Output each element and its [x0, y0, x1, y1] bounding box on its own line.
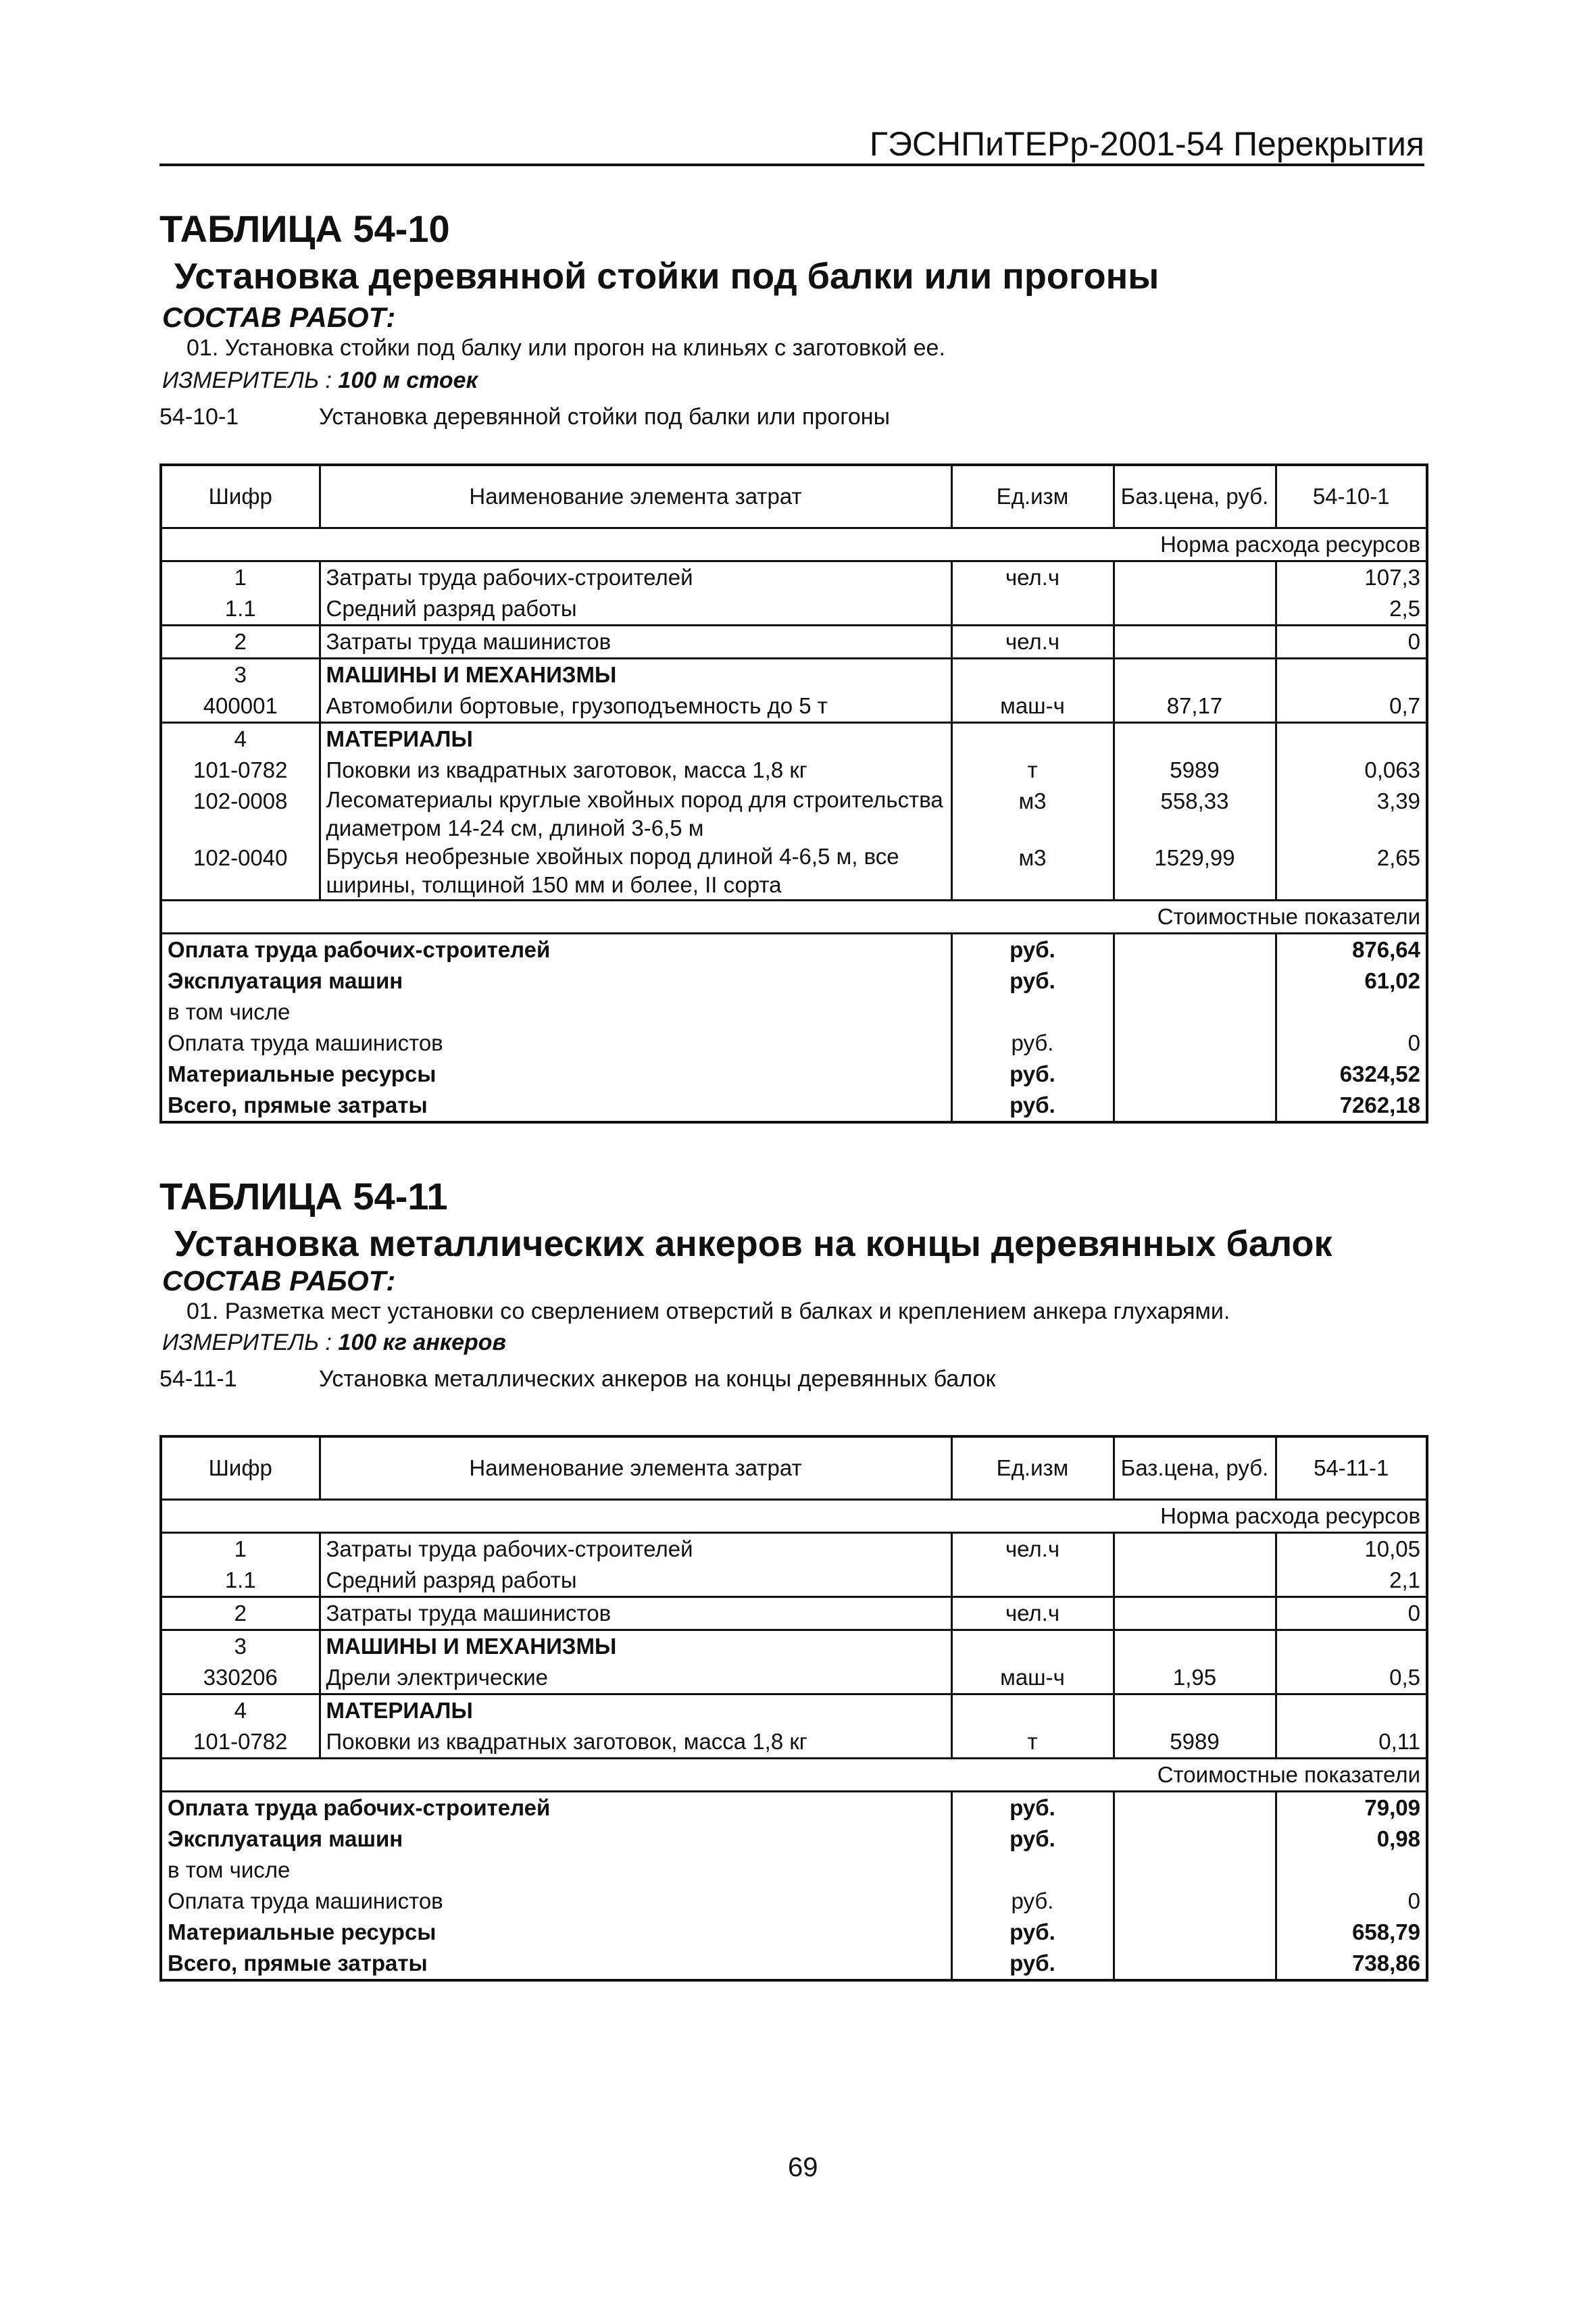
row-code: 1.1 [224, 596, 256, 621]
row-name: МАТЕРИАЛЫ [320, 1694, 951, 1727]
cost-row-unit: руб. [951, 1948, 1114, 1980]
cost-row-unit: руб. [951, 1917, 1114, 1948]
norma-row [161, 1500, 1427, 1533]
table-title: ТАБЛИЦА 54-10 [159, 207, 450, 250]
row-price [1114, 1533, 1276, 1565]
row-name: Средний разряд работы [320, 1565, 951, 1597]
row-price [1114, 1694, 1276, 1727]
norma-label: Норма расхода ресурсов [1160, 1503, 1420, 1528]
row-unit: чел.ч [951, 561, 1114, 594]
row-unit [951, 1565, 1114, 1597]
cost-row-unit: руб. [951, 965, 1114, 997]
table-row [161, 593, 1427, 626]
cost-row-label: Эксплуатация машин [168, 968, 403, 993]
row-name: Брусья необрезные хвойных пород длиной 4-6,5 м, все ширины, толщиной 150 мм и более, II сорта [320, 842, 951, 901]
row-value: 2,5 [1276, 593, 1427, 626]
cost-row-unit: руб. [951, 934, 1114, 966]
cost-row-value: 0,98 [1276, 1823, 1427, 1855]
cost-row-unit: руб. [951, 1090, 1114, 1122]
table-row [161, 842, 1427, 901]
row-value [1276, 1694, 1427, 1727]
row-code: 1 [161, 561, 320, 594]
table-row [161, 1726, 1427, 1759]
row-value [1276, 659, 1427, 691]
norma-row [161, 528, 1427, 561]
sostav-label: СОСТАВ РАБОТ: [162, 301, 396, 333]
cost-row [161, 1855, 1427, 1886]
row-price [1114, 626, 1276, 659]
table-row [161, 786, 1427, 842]
cost-row [161, 1792, 1427, 1824]
header-code: 54-11-1 [1276, 1436, 1427, 1500]
row-code: 3 [161, 1630, 320, 1663]
row-price [1114, 1597, 1276, 1630]
header-price: Баз.цена, руб. [1114, 465, 1276, 528]
cost-row-value: 0 [1276, 1886, 1427, 1917]
running-header-text: ГЭСНПиТЕРр-2001-54 Перекрытия [869, 125, 1424, 163]
row-name: Затраты труда машинистов [320, 1597, 951, 1630]
row-value: 0 [1276, 1597, 1427, 1630]
cost-row-value: 7262,18 [1276, 1090, 1427, 1122]
row-price [1114, 723, 1276, 755]
page-number: 69 [788, 2153, 818, 2182]
row-price [1114, 593, 1276, 626]
cost-row-label: в том числе [168, 999, 291, 1024]
row-value: 2,1 [1276, 1565, 1427, 1597]
row-code: 102-0008 [193, 788, 288, 813]
work-description: 01. Разметка мест установки со сверлением отверстий в балках и креплением анкера глухарями. [186, 1299, 1230, 1324]
code-description: Установка деревянной стойки под балки или прогоны [319, 404, 891, 430]
row-value: 2,65 [1276, 842, 1427, 901]
row-name: Дрели электрические [320, 1662, 951, 1694]
cost-row [161, 1886, 1427, 1917]
measure-label: ИЗМЕРИТЕЛЬ : [162, 368, 332, 393]
row-unit: чел.ч [951, 1533, 1114, 1565]
row-value: 0,5 [1276, 1662, 1427, 1694]
header-code: 54-10-1 [1276, 465, 1427, 528]
row-unit [951, 723, 1114, 755]
table-row [161, 1565, 1427, 1597]
row-code: 400001 [203, 693, 278, 718]
row-unit: чел.ч [951, 626, 1114, 659]
row-unit [951, 1694, 1114, 1727]
cost-row [161, 997, 1427, 1028]
row-price [1114, 1565, 1276, 1597]
row-code: 4 [161, 1694, 320, 1727]
row-value: 10,05 [1276, 1533, 1427, 1565]
row-price: 5989 [1114, 755, 1276, 786]
table-header-row [161, 465, 1427, 528]
cost-row-value: 0 [1276, 1028, 1427, 1059]
table-row [161, 626, 1427, 659]
row-code: 330206 [203, 1665, 278, 1690]
row-value: 0,11 [1276, 1726, 1427, 1759]
cost-row-label: Оплата труда рабочих-строителей [161, 934, 951, 966]
cost-row-value [1276, 1855, 1427, 1886]
measure-value: 100 м стоек [338, 368, 478, 393]
cost-row-label: Материальные ресурсы [168, 1919, 437, 1944]
cost-row [161, 934, 1427, 966]
cost-row [161, 1090, 1427, 1122]
header-unit: Ед.изм [951, 1436, 1114, 1500]
row-code: 3 [161, 659, 320, 691]
cost-row-value: 658,79 [1276, 1917, 1427, 1948]
table-row [161, 1597, 1427, 1630]
cost-row [161, 1917, 1427, 1948]
row-unit: маш-ч [951, 1662, 1114, 1694]
row-unit: чел.ч [951, 1597, 1114, 1630]
table-row [161, 1533, 1427, 1565]
row-unit: м3 [951, 842, 1114, 901]
row-code: 101-0782 [193, 757, 288, 782]
resource-table [159, 1435, 1428, 1982]
row-code: 1.1 [224, 1567, 256, 1592]
row-unit: т [951, 755, 1114, 786]
cost-row-label: в том числе [168, 1857, 291, 1882]
measure-value: 100 кг анкеров [338, 1330, 507, 1355]
header-price: Баз.цена, руб. [1114, 1436, 1276, 1500]
cost-row-label: Оплата труда машинистов [168, 1030, 443, 1055]
row-value [1276, 723, 1427, 755]
row-unit [951, 659, 1114, 691]
row-name: Затраты труда рабочих-строителей [320, 1533, 951, 1565]
measure-line [162, 1330, 506, 1356]
norma-label: Норма расхода ресурсов [1160, 532, 1420, 557]
cost-row-label: Оплата труда рабочих-строителей [161, 1792, 951, 1824]
header-shifr: Шифр [161, 1436, 320, 1500]
table-row [161, 561, 1427, 594]
cost-row-value: 876,64 [1276, 934, 1427, 966]
row-name: МАШИНЫ И МЕХАНИЗМЫ [320, 1630, 951, 1663]
row-price [1114, 561, 1276, 594]
measure-label: ИЗМЕРИТЕЛЬ : [162, 1330, 332, 1355]
table-title: ТАБЛИЦА 54-11 [159, 1175, 448, 1217]
row-name: МАШИНЫ И МЕХАНИЗМЫ [320, 659, 951, 691]
row-name: Автомобили бортовые, грузоподъемность до 5 т [320, 690, 951, 723]
header-unit: Ед.изм [951, 465, 1114, 528]
cost-label-row [161, 901, 1427, 934]
running-header [159, 120, 1424, 166]
row-name: Лесоматериалы круглые хвойных пород для строительства диаметром 14-24 см, длиной 3-6,5 м [320, 786, 951, 842]
cost-row-label: Всего, прямые затраты [168, 1092, 428, 1117]
cost-row [161, 1823, 1427, 1855]
table-row [161, 723, 1427, 755]
table-row [161, 659, 1427, 691]
cost-row-unit: руб. [951, 1028, 1114, 1059]
cost-row [161, 1948, 1427, 1980]
row-unit [951, 593, 1114, 626]
row-name: Затраты труда рабочих-строителей [320, 561, 951, 594]
header-name: Наименование элемента затрат [320, 1436, 951, 1500]
row-code: 4 [161, 723, 320, 755]
row-name: Поковки из квадратных заготовок, масса 1,8 кг [320, 755, 951, 786]
row-code: 2 [161, 626, 320, 659]
row-value [1276, 1630, 1427, 1663]
cost-row [161, 965, 1427, 997]
cost-row-unit: руб. [951, 1059, 1114, 1090]
row-code: 101-0782 [193, 1729, 288, 1754]
row-price: 558,33 [1114, 786, 1276, 842]
row-code: 102-0040 [193, 845, 288, 870]
cost-row-value: 6324,52 [1276, 1059, 1427, 1090]
code: 54-11-1 [159, 1366, 237, 1392]
row-code: 1 [161, 1533, 320, 1565]
code-description: Установка металлических анкеров на концы деревянных балок [319, 1366, 996, 1392]
cost-row-label: Всего, прямые затраты [168, 1951, 428, 1976]
row-price [1114, 659, 1276, 691]
row-value: 3,39 [1276, 786, 1427, 842]
sostav-label: СОСТАВ РАБОТ: [162, 1265, 396, 1297]
row-price: 5989 [1114, 1726, 1276, 1759]
row-price: 1529,99 [1114, 842, 1276, 901]
row-value: 0 [1276, 626, 1427, 659]
cost-row-label: Эксплуатация машин [168, 1826, 403, 1851]
table-subtitle: Установка металлических анкеров на концы деревянных балок [174, 1224, 1332, 1264]
row-unit [951, 1630, 1114, 1663]
table-row [161, 690, 1427, 723]
cost-row-unit: руб. [951, 1886, 1114, 1917]
cost-row-value: 79,09 [1276, 1792, 1427, 1824]
code: 54-10-1 [159, 404, 239, 430]
row-price [1114, 1630, 1276, 1663]
cost-label: Стоимостные показатели [161, 901, 1427, 934]
cost-row-unit [951, 1855, 1114, 1886]
row-name: Поковки из квадратных заготовок, масса 1,8 кг [320, 1726, 951, 1759]
row-unit: маш-ч [951, 690, 1114, 723]
row-value: 0,7 [1276, 690, 1427, 723]
cost-row-label: Оплата труда машинистов [168, 1888, 443, 1913]
row-unit: м3 [951, 786, 1114, 842]
cost-label: Стоимостные показатели [161, 1759, 1427, 1792]
table-row [161, 755, 1427, 786]
work-description: 01. Установка стойки под балку или прогон на клиньях с заготовкой ее. [186, 335, 945, 361]
table-subtitle: Установка деревянной стойки под балки или прогоны [174, 256, 1159, 297]
cost-row [161, 1028, 1427, 1059]
cost-label-row [161, 1759, 1427, 1792]
table-row [161, 1694, 1427, 1727]
cost-row-value [1276, 997, 1427, 1028]
cost-row-unit: руб. [951, 1792, 1114, 1824]
code-line [159, 1366, 996, 1392]
row-value: 0,063 [1276, 755, 1427, 786]
row-price: 1,95 [1114, 1662, 1276, 1694]
cost-row-label: Материальные ресурсы [168, 1061, 437, 1086]
resource-table [159, 463, 1428, 1124]
row-name: Средний разряд работы [320, 593, 951, 626]
cost-row-value: 61,02 [1276, 965, 1427, 997]
header-shifr: Шифр [161, 465, 320, 528]
measure-line [162, 368, 478, 394]
cost-row [161, 1059, 1427, 1090]
cost-row-unit: руб. [951, 1823, 1114, 1855]
row-name: МАТЕРИАЛЫ [320, 723, 951, 755]
row-price: 87,17 [1114, 690, 1276, 723]
row-value: 107,3 [1276, 561, 1427, 594]
table-header-row [161, 1436, 1427, 1500]
row-unit: т [951, 1726, 1114, 1759]
table-row [161, 1630, 1427, 1663]
table-row [161, 1662, 1427, 1694]
code-line [159, 404, 891, 430]
cost-row-value: 738,86 [1276, 1948, 1427, 1980]
header-name: Наименование элемента затрат [320, 465, 951, 528]
row-code: 2 [161, 1597, 320, 1630]
cost-row-unit [951, 997, 1114, 1028]
row-name: Затраты труда машинистов [320, 626, 951, 659]
